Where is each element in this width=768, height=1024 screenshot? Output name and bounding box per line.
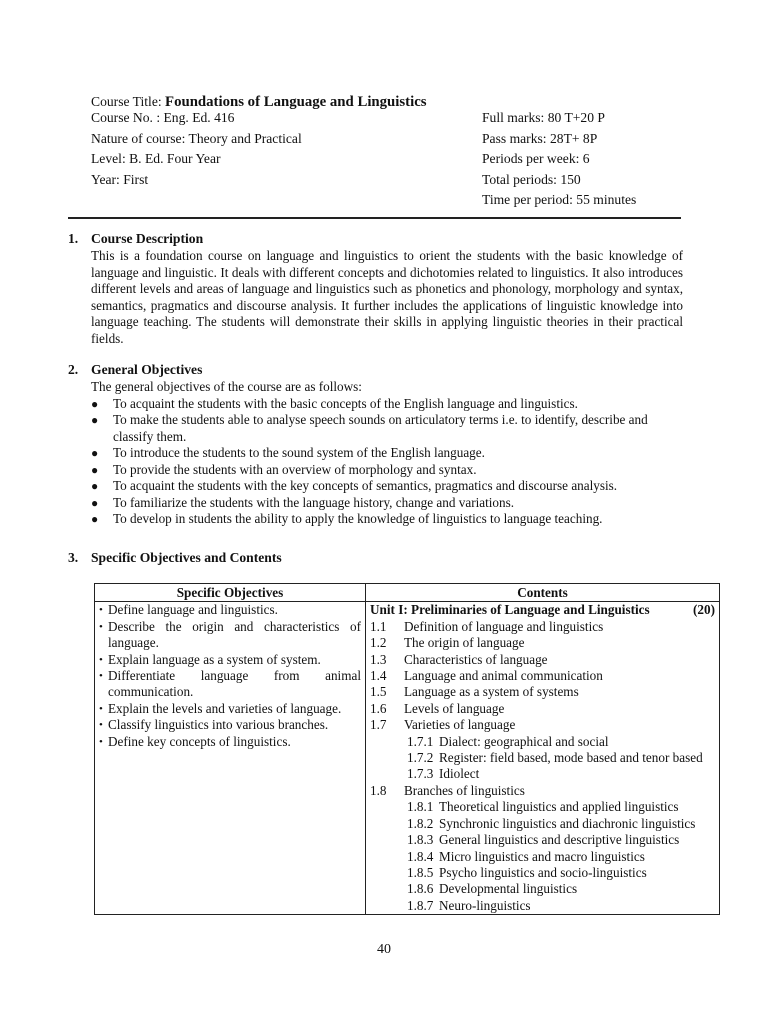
bullet-icon: • <box>99 670 103 683</box>
list-item: ● To acquaint the students with the key concepts of semantics, pragmatics and discourse analysis. <box>91 478 618 493</box>
bullet-icon: • <box>99 735 103 748</box>
section-2-number: 2. <box>68 362 79 377</box>
section-3-number: 3. <box>68 550 79 565</box>
list-item: ● To provide the students with an overview of morphology and syntax. <box>91 461 477 477</box>
full-marks: Full marks: 80 T+20 P <box>482 110 605 125</box>
list-item: • Describe the origin and characteristics of language. <box>99 618 361 651</box>
total-periods: Total periods: 150 <box>482 171 581 187</box>
course-title-value: Foundations of Language and Linguistics <box>165 94 427 110</box>
general-objectives-intro: The general objectives of the course are as follows: <box>91 379 362 394</box>
list-item: 1.8.6 Developmental linguistics <box>407 881 578 897</box>
list-item: • Define language and linguistics. <box>99 602 278 618</box>
list-item: 1.8.1 Theoretical linguistics and applied linguistics <box>407 799 679 815</box>
list-item: 1.8.2 Synchronic linguistics and diachronic linguistics <box>407 815 696 831</box>
list-item: ● To familiarize the students with the language history, change and variations. <box>91 494 515 510</box>
list-item: 1.8 Branches of linguistics <box>370 782 525 798</box>
list-item: ● To make the students able to analyse speech sounds on articulatory terms i.e. to identify, describe and classify them. <box>91 412 648 444</box>
list-item: 1.5 Language as a system of systems <box>370 684 579 700</box>
section-3-title: Specific Objectives and Contents <box>91 550 282 565</box>
bullet-icon: ● <box>91 495 99 510</box>
list-item: 1.2 The origin of language <box>370 635 525 651</box>
list-item: 1.6 Levels of language <box>370 700 505 716</box>
list-item: 1.4 Language and animal communication <box>370 668 603 684</box>
course-description-text: This is a foundation course on language and linguistics to orient the students with the basic knowledge of language and linguistic. It deals with different concepts and dichotomies related to linguistics. It also introduces different levels and areas of language and linguistics such as phonetics and phonology, morphology and syntax, semantics, pragmatics and discourse analysis. It further includes the applications of linguistic knowledge into language teaching. The students will demonstrate their skills in applying linguistic theories in their practical fields. <box>91 248 683 346</box>
list-item: 1.7 Varieties of language <box>370 717 516 733</box>
course-info-left <box>91 108 302 190</box>
unit-hours: (20) <box>693 602 715 618</box>
pass-marks: Pass marks: 28T+ 8P <box>482 130 598 146</box>
list-item: 1.7.1 Dialect: geographical and social <box>407 733 609 749</box>
bullet-icon: ● <box>91 446 99 460</box>
bullet-icon: • <box>99 604 103 617</box>
bullet-icon: • <box>99 719 103 732</box>
table-header-row <box>95 584 720 602</box>
header-contents: Contents <box>366 584 720 602</box>
bullet-icon: • <box>99 653 103 666</box>
list-item: • Classify linguistics into various branches. <box>99 717 329 733</box>
bullet-icon: • <box>99 620 103 633</box>
list-item: 1.8.5 Psycho linguistics and socio-linguistics <box>407 864 647 880</box>
list-item: ● To introduce the students to the sound system of the English language. <box>91 445 485 460</box>
header-specific-objectives: Specific Objectives <box>95 584 366 602</box>
header-divider <box>68 217 681 219</box>
course-nature: Nature of course: Theory and Practical <box>91 130 302 146</box>
list-item: • Define key concepts of linguistics. <box>99 733 291 749</box>
table-row <box>95 602 720 915</box>
bullet-icon: ● <box>91 396 99 411</box>
list-item: 1.8.3 General linguistics and descriptive linguistics <box>407 832 680 848</box>
list-item: 1.1 Definition of language and linguistics <box>370 618 604 634</box>
contents-cell <box>366 602 720 915</box>
periods-per-week: Periods per week: 6 <box>482 151 590 166</box>
list-item: 1.7.2 Register: field based, mode based and tenor based <box>407 750 703 766</box>
list-item: • Explain the levels and varieties of language. <box>99 700 342 716</box>
bullet-icon: ● <box>91 462 99 477</box>
time-per-period: Time per period: 55 minutes <box>482 192 637 207</box>
course-info-right <box>482 108 636 211</box>
list-item: ● To acquaint the students with the basic concepts of the English language and linguistics. <box>91 395 578 411</box>
list-item: ● To develop in students the ability to apply the knowledge of linguistics to language teaching. <box>91 511 603 526</box>
list-item: 1.8.7 Neuro-linguistics <box>407 897 531 913</box>
general-objectives <box>91 379 683 528</box>
list-item: 1.3 Characteristics of language <box>370 651 548 667</box>
list-item: • Explain language as a system of system. <box>99 651 321 667</box>
page-number: 40 <box>377 942 391 957</box>
course-level: Level: B. Ed. Four Year <box>91 151 221 166</box>
course-title-label: Course Title: <box>91 94 166 109</box>
list-item: 1.8.4 Micro linguistics and macro linguistics <box>407 848 645 864</box>
list-item: 1.7.3 Idiolect <box>407 766 480 782</box>
bullet-icon: ● <box>91 479 99 493</box>
course-number: Course No. : Eng. Ed. 416 <box>91 110 235 125</box>
unit-title <box>370 602 715 618</box>
bullet-icon: • <box>99 702 103 715</box>
course-year: Year: First <box>91 171 149 187</box>
section-1-title: Course Description <box>91 231 204 246</box>
objectives-contents-table <box>94 583 720 915</box>
bullet-icon: ● <box>91 413 99 427</box>
specific-objectives-cell <box>95 602 366 915</box>
list-item: • Differentiate language from animal communication. <box>99 668 361 700</box>
section-2-title: General Objectives <box>91 362 203 377</box>
unit-title-text: Unit I: Preliminaries of Language and Linguistics <box>370 602 650 618</box>
bullet-icon: ● <box>91 512 99 526</box>
section-1-number: 1. <box>68 231 79 246</box>
